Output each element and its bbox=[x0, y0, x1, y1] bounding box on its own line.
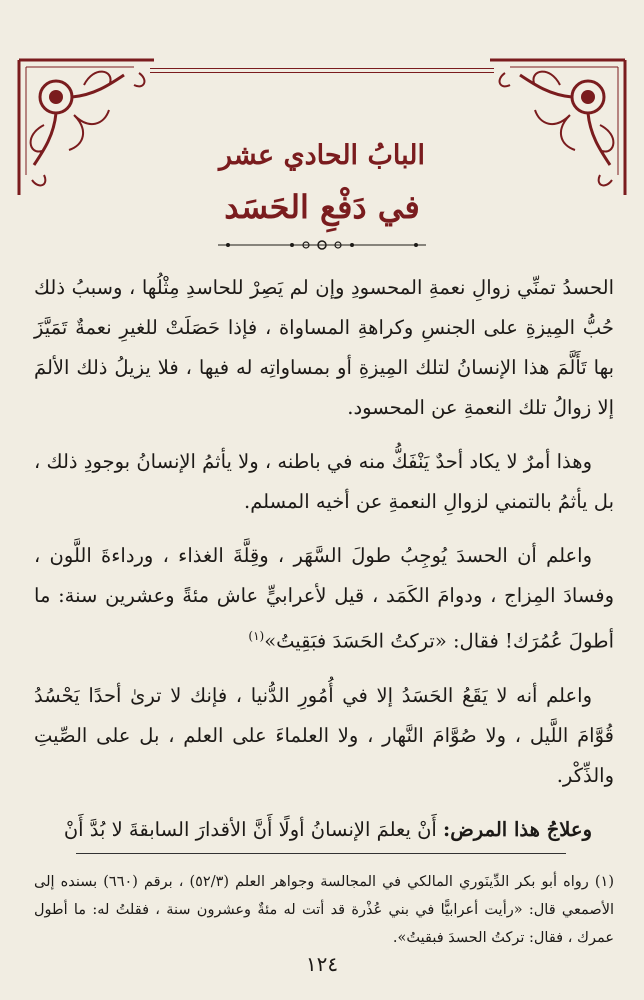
page-number: ١٢٤ bbox=[305, 952, 339, 976]
paragraph-1: الحسدُ تمنِّي زوالِ نعمةِ المحسودِ وإن لم يَصِرْ للحاسدِ مِثْلُها ، وسببُ ذلك حُبُّ المِيزةِ على الجنسِ وكراهةِ المساواة ، فإذا حَصَلَتْ للغيرِ نعمةٌ تَمَيَّزَ بها تَأَلَّمَ هذا الإنسانُ لتلك المِيزةِ أو بمساواتِه له فيها ، فلا يزيلُ ذلك الألمَ إلا زوالُ تلك النعمةِ عن المحسود. bbox=[34, 276, 614, 419]
top-border-rule bbox=[150, 68, 494, 73]
divider-ornament bbox=[218, 237, 426, 253]
paragraph-3 bbox=[34, 536, 614, 662]
paragraph-2: وهذا أمرٌ لا يكاد أحدٌ يَنْفَكُّ منه في باطنه ، ولا يأثمُ الإنسانُ بوجودِ ذلك ، بل يأثمُ بالتمني لزوالِ النعمةِ عن أخيه المسلم. bbox=[34, 450, 614, 513]
chapter-subtitle: في دَفْعِ الحَسَد bbox=[224, 188, 420, 226]
paragraph-5-lead: وعلاجُ هذا المرض: bbox=[443, 817, 592, 841]
chapter-title: البابُ الحادي عشر bbox=[219, 140, 425, 171]
footnote-separator bbox=[76, 853, 566, 854]
footnote-marker: (١) bbox=[248, 629, 265, 643]
main-text bbox=[34, 268, 614, 864]
ornamental-corner-left bbox=[14, 55, 164, 205]
paragraph-4: واعلم أنه لا يَقَعُ الحَسَدُ إلا في أُمُورِ الدُّنيا ، فإنك لا ترىٰ أحدًا يَحْسُدُ قُوَّامَ اللَّيل ، ولا صُوَّامَ النَّهار ، ولا العلماءَ على العلم ، بل على الصِّيتِ والذِّكْر. bbox=[34, 683, 614, 787]
paragraph-5 bbox=[34, 810, 614, 850]
ornamental-corner-right bbox=[480, 55, 630, 205]
paragraph-5-text: أَنْ يعلمَ الإنسانُ أولًا أَنَّ الأقدارَ السابقةَ لا بُدَّ أَنْ bbox=[63, 817, 437, 841]
footnote: (١) رواه أبو بكر الدِّينَوري المالكي في المجالسة وجواهر العلم (٥٢/٣) ، برقم (٦٦٠) بسنده إلى الأصمعي قال: «رأيت أعرابيًّا في بني عُذْرة قد أتت له مئةٌ وعشرون سنة ، فقلتُ له: ما أطول عمرك ، فقال: تركتُ الحسدَ فبقيتُ». bbox=[34, 874, 614, 946]
paragraph-3-text: واعلم أن الحسدَ يُوجِبُ طولَ السَّهَر ، وقِلَّةَ الغذاء ، ورداءةَ اللَّون ، وفسادَ المِزاج ، ودوامَ الكَمَد ، قيل لأعرابيٍّ عاش مئةً وعشرين سنة: ما أطولَ عُمُرَك! فقال: «تركتُ الحَسَدَ فبَقِيتُ» bbox=[34, 544, 614, 653]
